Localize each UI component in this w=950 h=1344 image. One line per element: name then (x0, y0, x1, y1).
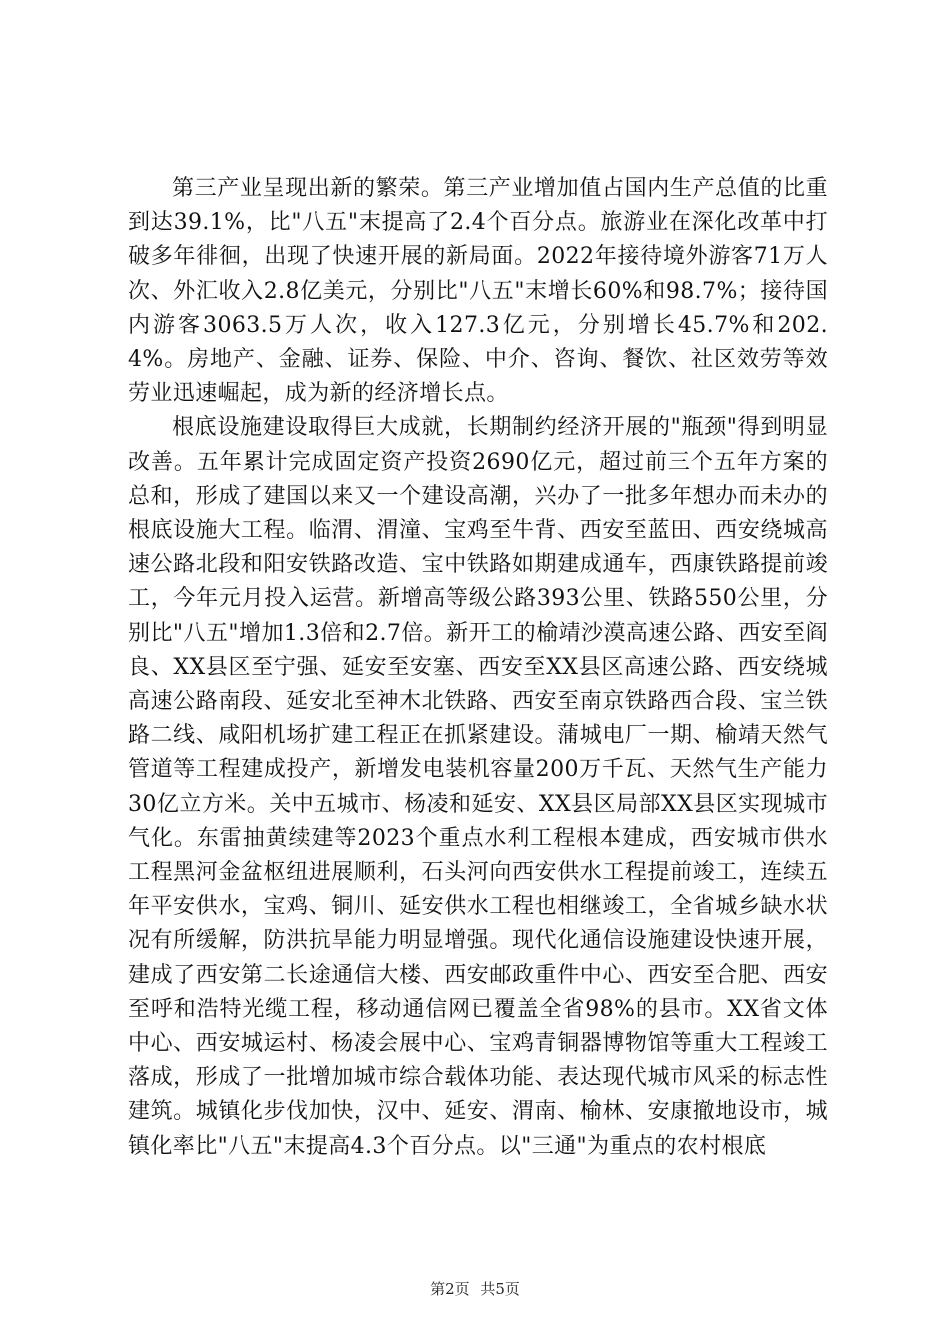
paragraph-tertiary-industry: 第三产业呈现出新的繁荣。第三产业增加值占国内生产总值的比重到达39.1%，比"八五"末提高了2.4个百分点。旅游业在深化改革中打破多年徘徊，出现了快速开展的新局面。2022年接待境外游客71万人次、外汇收入2.8亿美元，分别比"八五"末增长60%和98.7%；接待国内游客3063.5万人次，收入127.3亿元，分别增长45.7%和202.4%。房地产、金融、证券、保险、中介、咨询、餐饮、社区效劳等效劳业迅速崛起，成为新的经济增长点。 (128, 176, 828, 407)
paragraph-infrastructure: 根底设施建设取得巨大成就，长期制约经济开展的"瓶颈"得到明显改善。五年累计完成固定资产投资2690亿元，超过前三个五年方案的总和，形成了建国以来又一个建设高潮，兴办了一批多年想办而未办的根底设施大工程。临渭、渭潼、宝鸡至牛背、西安至蓝田、西安绕城高速公路北段和阳安铁路改造、宝中铁路如期建成通车，西康铁路提前竣工，今年元月投入运营。新增高等级公路393公里、铁路550公里，分别比"八五"增加1.3倍和2.7倍。新开工的榆靖沙漠高速公路、西安至阎良、XX县区至宁强、延安至安塞、西安至XX县区高速公路、西安绕城高速公路南段、延安北至神木北铁路、西安至南京铁路西合段、宝兰铁路二线、咸阳机场扩建工程正在抓紧建设。蒲城电厂一期、榆靖天然气管道等工程建成投产，新增发电装机容量200万千瓦、天然气生产能力30亿立方米。关中五城市、杨凌和延安、XX县区局部XX县区实现城市气化。东雷抽黄续建等2023个重点水利工程根本建成，西安城市供水工程黑河金盆枢纽进展顺利，石头河向西安供水工程提前竣工，连续五年平安供水，宝鸡、铜川、延安供水工程也相继竣工，全省城乡缺水状况有所缓解，防洪抗旱能力明显增强。现代化通信设施建设快速开展，建成了西安第二长途通信大楼、西安邮政重件中心、西安至合肥、西安至呼和浩特光缆工程，移动通信网已覆盖全省98%的县市。XX省文体中心、西安城运村、杨凌会展中心、宝鸡青铜器博物馆等重大工程竣工落成，形成了一批增加城市综合载体功能、表达现代城市风采的标志性建筑。城镇化步伐加快，汉中、延安、渭南、榆林、安康撤地设市，城镇化率比"八五"末提高4.3个百分点。以"三通"为重点的农村根底 (128, 415, 828, 1159)
document-body (128, 172, 828, 1164)
page-total: 共5页 (480, 1280, 520, 1298)
page-footer (0, 1278, 950, 1299)
page-number: 第2页 (430, 1280, 470, 1298)
